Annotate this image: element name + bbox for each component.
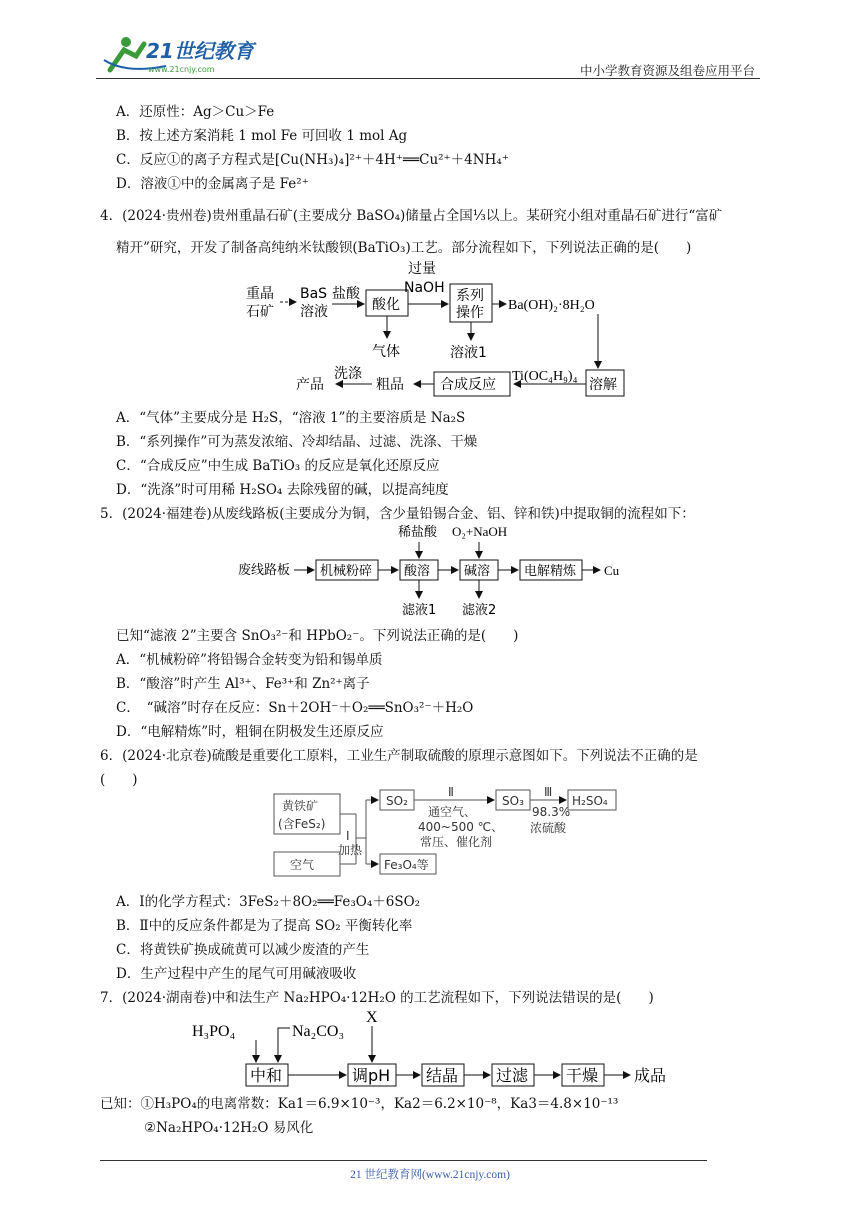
q4-naoh-1: 过量: [408, 261, 436, 277]
q4-dissolve: 溶解: [589, 377, 617, 393]
q6-option-a: A．Ⅰ的化学方程式：3FeS₂＋8O₂══Fe₃O₄＋6SO₂: [116, 894, 421, 910]
q6-flow-diagram: [272, 786, 622, 882]
header-divider: [96, 78, 760, 79]
q4-baoh: Ba(OH)₂·8H₂O: [508, 298, 595, 313]
q7-known-1: 已知：①H₃PO₄的电离常数：Ka1＝6.9×10⁻³，Ka2＝6.2×10⁻⁸，Ka3＝4.8×10⁻¹³: [100, 1096, 619, 1112]
q5-option-b: B．“酸溶”时产生 Al³⁺、Fe³⁺和 Zn²⁺离子: [116, 676, 370, 692]
q7-product: 成品: [634, 1066, 667, 1085]
q5-cu: Cu: [604, 563, 620, 578]
q7-cryst: 结晶: [426, 1066, 459, 1085]
q4-stem-line2: 精开”研究，开发了制备高纯纳米钛酸钡(BaTiO₃)工艺。部分流程如下，下列说法正确的是( ): [116, 240, 692, 256]
q4-synth: 合成反应: [440, 377, 496, 393]
q5-refine: 电解精炼: [524, 564, 577, 579]
q6-step2: Ⅱ: [448, 786, 454, 799]
q5-option-c: C． “碱溶”时存在反应：Sn＋2OH⁻＋O₂══SnO₃²⁻＋H₂O: [116, 700, 474, 716]
q3-option-c: C．反应①的离子方程式是[Cu(NH₃)₄]²⁺＋4H⁺══Cu²⁺＋4NH₄⁺: [116, 152, 509, 168]
q4-bas-2: 溶液: [300, 304, 328, 320]
q4-bas-1: BaS: [300, 286, 328, 302]
q6-fe3o4: Fe₃O₄等: [384, 858, 429, 872]
q5-base: 碱溶: [464, 564, 491, 579]
q6-cond-2: 400~500 ℃、: [418, 820, 504, 834]
q6-so3: SO₃: [502, 794, 524, 808]
q7-neutral: 中和: [250, 1066, 283, 1085]
q4-crude: 粗品: [376, 377, 404, 393]
q6-step3: Ⅲ: [544, 786, 553, 799]
q4-ore-1: 重晶: [246, 286, 274, 302]
q6-cond-3: 常压、催化剂: [420, 835, 493, 849]
q6-air: 空气: [290, 858, 315, 872]
q5-crush: 机械粉碎: [320, 564, 373, 579]
q4-series-1: 系列: [456, 288, 484, 304]
q4-option-b: B．“系列操作”可为蒸发浓缩、冷却结晶、过滤、洗涤、干燥: [116, 434, 478, 450]
q4-flow-diagram: [238, 258, 638, 398]
q4-acid: 酸化: [372, 297, 400, 313]
q5-hcl: 稀盐酸: [398, 525, 438, 540]
q7-dry: 干燥: [566, 1066, 599, 1085]
q6-so2: SO₂: [386, 794, 408, 808]
q4-solution1: 溶液1: [450, 345, 487, 361]
q4-series-2: 操作: [456, 305, 484, 321]
q5-stem: 5．(2024·福建卷)从废线路板(主要成分为铜，含少量铅锡合金、铝、锌和铁)中提取铜的流程如下：: [100, 506, 695, 522]
q6-pyrite-2: (含FeS₂): [278, 817, 326, 831]
q5-option-a: A．“机械粉碎”将铅锡合金转变为铅和锡单质: [116, 652, 383, 668]
q4-gas: 气体: [372, 344, 400, 360]
q6-stem: 6．(2024·北京卷)硫酸是重要化工原料，工业生产制取硫酸的原理示意图如下。下列说法不正确的是: [100, 748, 698, 764]
site-logo: [96, 30, 266, 80]
q5-start: 废线路板: [238, 563, 291, 578]
q3-option-a: A．还原性：Ag＞Cu＞Fe: [116, 104, 275, 120]
q7-stem: 7．(2024·湖南卷)中和法生产 Na₂HPO₄·12H₂O 的工艺流程如下，下列说法错误的是( ): [100, 990, 654, 1006]
footer-divider: [100, 1160, 707, 1161]
q4-product: 产品: [296, 377, 324, 393]
q4-option-a: A．“气体”主要成分是 H₂S，“溶液 1”的主要溶质是 Na₂S: [116, 410, 466, 426]
q5-acid: 酸溶: [404, 564, 431, 579]
q5-option-d: D．“电解精炼”时，粗铜在阴极发生还原反应: [116, 724, 384, 740]
q5-filtrate2: 滤液2: [462, 603, 497, 618]
q6-step1: Ⅰ: [346, 829, 350, 843]
q4-hcl: 盐酸: [332, 286, 360, 302]
q7-flow-diagram: [190, 1006, 680, 1088]
q3-option-b: B．按上述方案消耗 1 mol Fe 可回收 1 mol Ag: [116, 128, 408, 144]
q6-acid-1: 98.3%: [532, 805, 571, 819]
q6-stem-paren: ( ): [100, 772, 138, 788]
q7-known-2: ②Na₂HPO₄·12H₂O 易风化: [144, 1120, 314, 1136]
header-platform-name: 中小学教育资源及组卷应用平台: [579, 63, 755, 78]
logo-url-text: www.21cnjy.com: [148, 65, 215, 74]
q7-x: X: [366, 1009, 378, 1026]
q6-acid-2: 浓硫酸: [530, 821, 567, 835]
q7-h3po4: H₃PO₄: [192, 1023, 236, 1040]
q3-option-d: D．溶液①中的金属离子是 Fe²⁺: [116, 176, 309, 192]
q4-ore-2: 石矿: [246, 304, 274, 320]
q4-option-c: C．“合成反应”中生成 BaTiO₃ 的反应是氧化还原反应: [116, 458, 440, 474]
footer-site[interactable]: 21 世纪教育网(www.21cnjy.com): [350, 1169, 510, 1181]
q5-o2naoh: O₂+NaOH: [452, 524, 508, 539]
q6-option-c: C．将黄铁矿换成硫黄可以减少废渣的产生: [116, 942, 370, 958]
q6-option-d: D．生产过程中产生的尾气可用碱液吸收: [116, 966, 357, 982]
q6-h2so4: H₂SO₄: [572, 794, 608, 808]
q6-heat: 加热: [338, 843, 363, 857]
q6-option-b: B．Ⅱ中的反应条件都是为了提高 SO₂ 平衡转化率: [116, 918, 413, 934]
q5-filtrate1: 滤液1: [402, 603, 437, 618]
q4-naoh-2: NaOH: [404, 280, 445, 296]
q6-pyrite-1: 黄铁矿: [282, 799, 319, 813]
q7-na2co3: Na₂CO₃: [292, 1023, 345, 1040]
q4-wash: 洗涤: [334, 366, 362, 382]
q7-ph: 调pH: [352, 1066, 391, 1085]
q5-flow-diagram: [234, 522, 634, 620]
logo-main-text: 21世纪教育: [146, 39, 254, 63]
q5-known: 已知“滤液 2”主要含 SnO₃²⁻和 HPbO₂⁻。下列说法正确的是( ): [116, 628, 519, 644]
q4-option-d: D．“洗涤”时可用稀 H₂SO₄ 去除残留的碱，以提高纯度: [116, 482, 449, 498]
q4-stem-line1: 4．(2024·贵州卷)贵州重晶石矿(主要成分 BaSO₄)储量占全国⅓以上。某研究小组对重晶石矿进行“富矿: [100, 208, 723, 224]
q7-filter: 过滤: [496, 1066, 529, 1085]
q4-ti: Ti(OC₄H₉)₄: [512, 369, 578, 384]
q6-cond-1: 通空气、: [428, 805, 477, 819]
